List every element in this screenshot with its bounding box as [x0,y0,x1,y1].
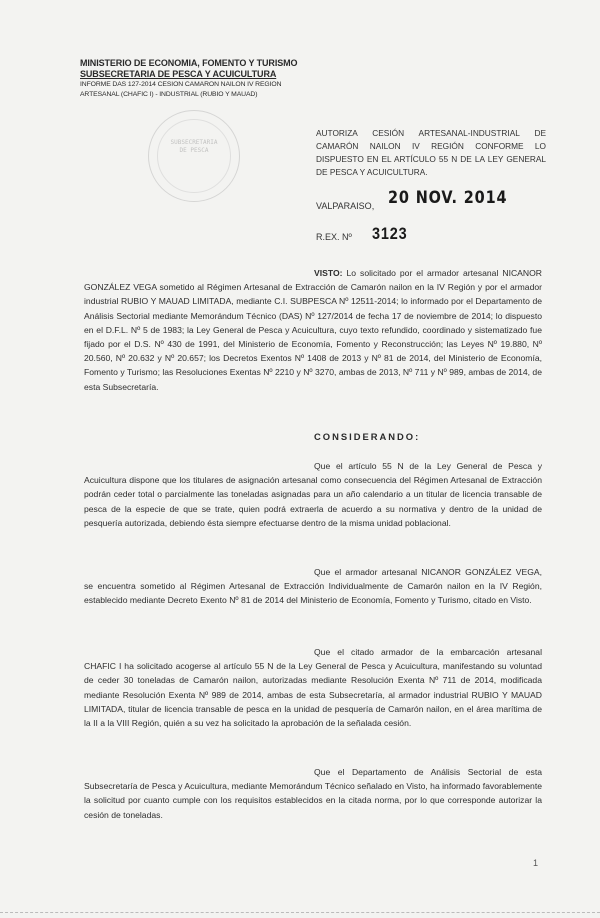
place-label: VALPARAISO, [316,201,375,211]
report-parties: ARTESANAL (CHAFIC I) - INDUSTRIAL (RUBIO Y MAUAD) [80,90,258,98]
visto-label: VISTO: [314,268,343,278]
letterhead [80,58,300,99]
considerando-paragraph-2: Que el armador artesanal NICANOR GONZÁLEZ VEGA, se encuentra sometido al Régimen Artesanal de Extracción Individualmente de Camarón nailon en la IV Región, establecido mediante Decreto Exento Nº 81 de 2014 del Ministerio de Economía, Fomento y Turismo, citado en Visto. [84,567,542,606]
report-reference: INFORME DAS 127-2014 CESION CAMARON NAILON IV REGION [80,81,282,88]
visto-paragraph [84,266,542,394]
considerando-heading: CONSIDERANDO: [314,431,421,442]
stamp-inner-ring [157,119,231,193]
considerando-paragraph-4: Que el Departamento de Análisis Sectorial de esta Subsecretaría de Pesca y Acuicultura, mediante Memorándum Técnico señalado en Visto, ha informado favorablemente la solicitud por cuanto cumple con los requisitos establecidos en la citada norma, por lo que corresponde autorizar la cesión de toneladas. [84,767,542,820]
considerando-paragraph-3: Que el citado armador de la embarcación artesanal CHAFIC I ha solicitado acogerse al artículo 55 N de la Ley General de Pesca y Acuicultura, manifestando su voluntad de ceder 30 toneladas de Camarón nailon, autorizadas mediante Resolución Exenta Nº 711 de 2014, modificada mediante Resolución Exenta Nº 989 de 2014, ambas de esta Subsecretaría, al armador industrial RUBIO Y MAUAD LIMITADA, titular de licencia transable de pesca en la unidad de pesquería de Camarón nailon, en el área marítima de la II a la VIII Región, quién a su vez ha solicitado la aprobación de la señalada cesión. [84,647,542,729]
rex-label: R.EX. Nº [316,232,352,242]
rex-number: 3123 [372,224,408,243]
visto-text: Lo solicitado por el armador artesanal NICANOR GONZÁLEZ VEGA sometido al Régimen Artesanal de Extracción de Camarón nailon en la IV Región y por el armador industrial RUBIO Y MAUAD LIMITADA, mediante C.I. SUBPESCA Nº 12511-2014; lo informado por el Departamento de Análisis Sectorial mediante Memorándum Técnico (DAS) Nº 127/2014 de fecha 17 de noviembre de 2014; lo dispuesto en el D.F.L. Nº 5 de 1983; la Ley General de Pesca y Acuicultura, cuyo texto refundido, coordinado y sistematizado fue fijado por el D.S. Nº 430 de 1991, del Ministerio de Economía, Fomento y Reconstrucción; las Leyes Nº 19.880, Nº 20.560, Nº 20.632 y Nº 20.657; los Decretos Exentos Nº 1408 de 2013 y Nº 81 de 2014, del Ministerio de Economía, Fomento y Turismo; las Resoluciones Exentas Nº 2210 y Nº 3270, ambas de 2013, Nº 711 y Nº 989, ambas de 2014, de esta Subsecretaría. [84,268,542,392]
subsecretariat-name: SUBSECRETARIA DE PESCA Y ACUICULTURA [80,69,277,79]
stamped-date: 20 NOV. 2014 [388,188,508,208]
resolution-subject: AUTORIZA CESIÓN ARTESANAL-INDUSTRIAL DE CAMARÓN NAILON IV REGIÓN CONFORME LO DISPUESTO EN EL ARTÍCULO 55 N DE LA LEY GENERAL DE PESCA Y ACUICULTURA. [316,128,546,177]
considerando-paragraph-1: Que el artículo 55 N de la Ley General de Pesca y Acuicultura dispone que los titulares de asignación artesanal como consecuencia del Régimen Artesanal de Extracción podrán ceder total o parcialmente las toneladas asignadas para un año calendario a un titular de licencia transable de pesca de la especie de que se trate, quien podrá extraerla de acuerdo a su normativa y dentro de la unidad de pesquería autorizada, debiendo ésta siempre efectuarse dentro de la misma unidad poblacional. [84,461,542,528]
ministry-name: MINISTERIO DE ECONOMIA, FOMENTO Y TURISMO [80,58,298,68]
page-number: 1 [533,858,539,868]
official-stamp [148,110,240,202]
page-bottom-edge [0,912,600,914]
stamp-text: SUBSECRETARIA DE PESCA [170,139,218,154]
